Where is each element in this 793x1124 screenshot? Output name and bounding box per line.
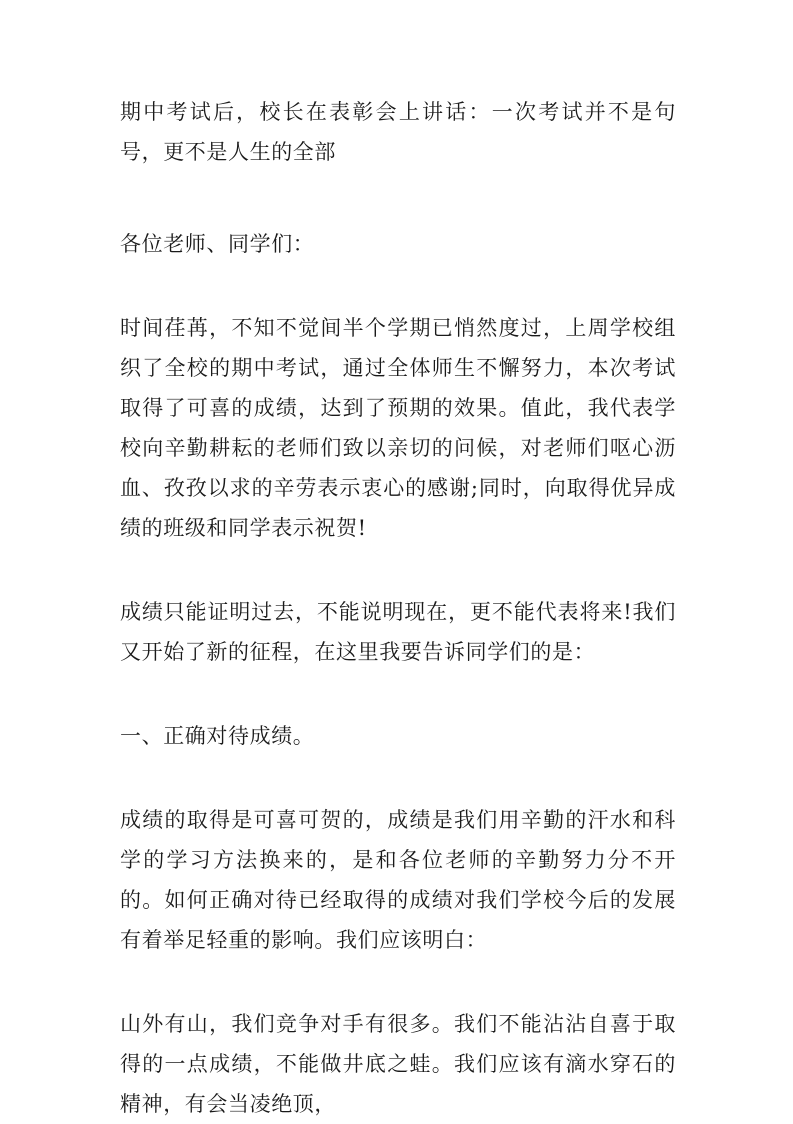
- greeting-paragraph: 各位老师、同学们：: [120, 232, 315, 256]
- document-page: [120, 92, 676, 1124]
- document-title: 期中考试后，校长在表彰会上讲话：一次考试并不是句号，更不是人生的全部: [120, 100, 676, 164]
- paragraph-achievements: 成绩的取得是可喜可贺的，成绩是我们用辛勤的汗水和科学的学习方法换来的，是和各位老师的辛勤努力分不开的。如何正确对待已经取得的成绩对我们学校今后的发展有着举足轻重的影响。我们应该明白：: [120, 808, 676, 952]
- section-heading-1: 一、正确对待成绩。: [120, 724, 315, 748]
- paragraph-competition: 山外有山，我们竞争对手有很多。我们不能沾沾自喜于取得的一点成绩，不能做井底之蛙。我们应该有滴水穿石的精神，有会当凌绝顶，: [120, 1012, 676, 1116]
- paragraph-opening: 时间荏苒，不知不觉间半个学期已悄然度过，上周学校组织了全校的期中考试，通过全体师生不懈努力，本次考试取得了可喜的成绩，达到了预期的效果。值此，我代表学校向辛勤耕耘的老师们致以亲切的问候，对老师们呕心沥血、孜孜以求的辛劳表示衷心的感谢;同时，向取得优异成绩的班级和同学表示祝贺!: [120, 316, 676, 540]
- paragraph-new-journey: 成绩只能证明过去，不能说明现在，更不能代表将来!我们又开始了新的征程，在这里我要告诉同学们的是：: [120, 600, 676, 664]
